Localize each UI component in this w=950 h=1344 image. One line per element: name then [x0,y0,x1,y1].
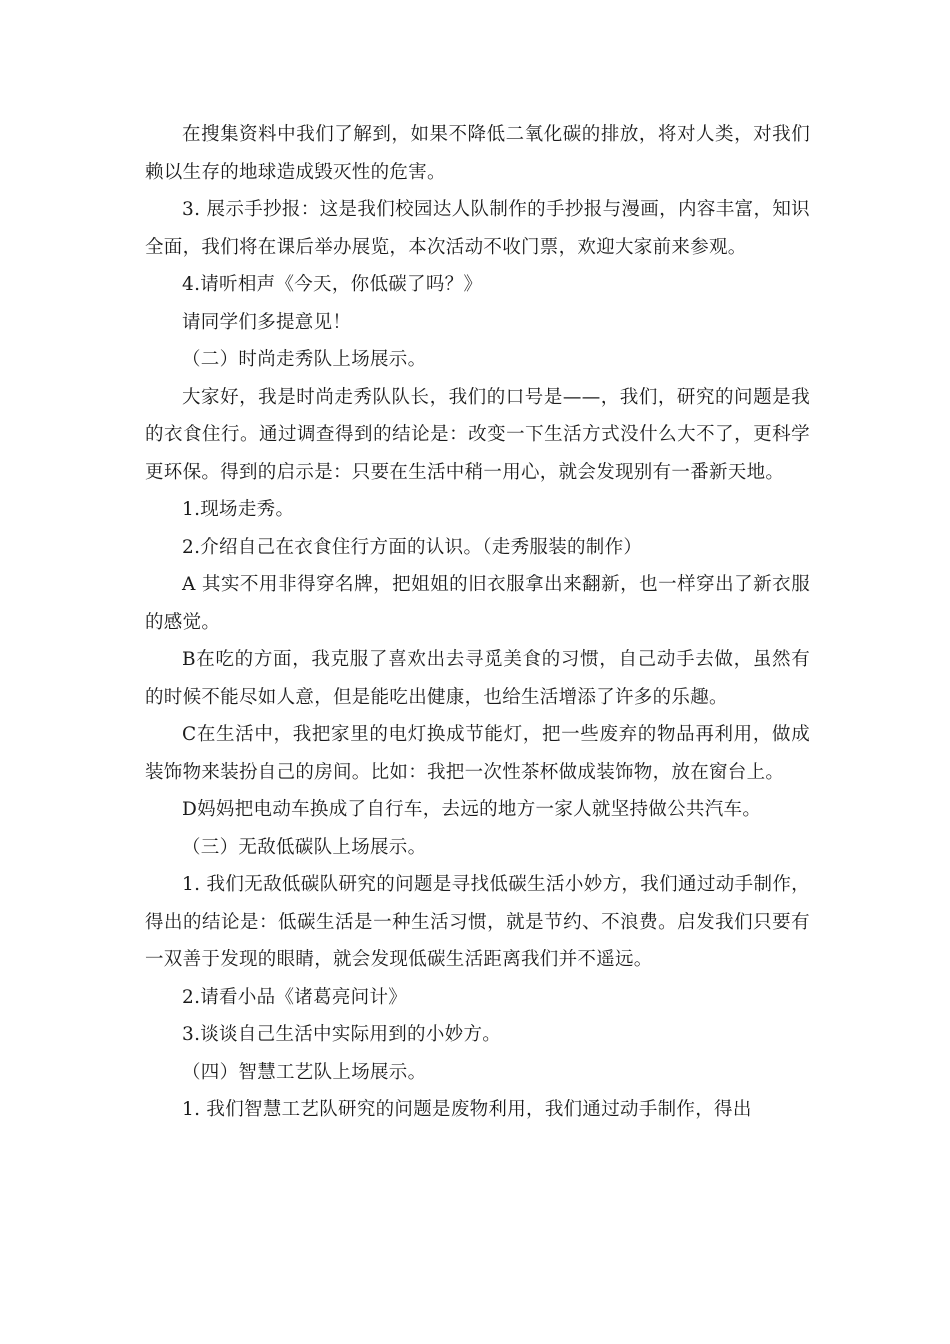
paragraph-low-carbon-research: 1. 我们无敌低碳队研究的问题是寻找低碳生活小妙方，我们通过动手制作，得出的结论是：低碳生活是一种生活习惯，就是节约、不浪费。启发我们只要有一双善于发现的眼睛，就会发现低碳生活距离我们并不遥远。 [145,874,810,970]
list-item-skit: 2.请看小品《诸葛亮问计》 [182,986,408,1008]
document-body [145,116,810,1129]
paragraph-research-findings: 在搜集资料中我们了解到，如果不降低二氧化碳的排放，将对人类，对我们赖以生存的地球造成毁灭性的危害。 [145,124,810,183]
paragraph-feedback-request: 请同学们多提意见！ [182,311,352,333]
paragraph-craft-research: 1. 我们智慧工艺队研究的问题是废物利用，我们通过动手制作，得出 [182,1099,752,1120]
list-item-introduce-understanding: 2.介绍自己在衣食住行方面的认识。（走秀服装的制作） [182,536,643,558]
section-heading-fashion-team: （二）时尚走秀队上场展示。 [182,349,427,370]
list-item-tips: 3.谈谈自己生活中实际用到的小妙方。 [182,1024,502,1045]
paragraph-fashion-intro: 大家好，我是时尚走秀队队长，我们的口号是——，我们，研究的问题是我的衣食住行。通过调查得到的结论是：改变一下生活方式没什么大不了，更科学更环保。得到的启示是：只要在生活中稍一用心，就会发现别有一番新天地。 [145,386,810,483]
paragraph-item-c: C在生活中，我把家里的电灯换成节能灯，把一些废弃的物品再利用，做成装饰物来装扮自己的房间。比如：我把一次性茶杯做成装饰物，放在窗台上。 [145,724,810,783]
list-item-live-show: 1.现场走秀。 [182,499,295,520]
paragraph-item-a: A 其实不用非得穿名牌，把姐姐的旧衣服拿出来翻新，也一样穿出了新衣服的感觉。 [145,574,810,633]
section-heading-craft-team: （四）智慧工艺队上场展示。 [182,1061,427,1083]
paragraph-item-d: D妈妈把电动车换成了自行车，去远的地方一家人就坚持做公共汽车。 [182,799,762,820]
paragraph-crosstalk: 4.请听相声《今天，你低碳了吗？》 [182,274,483,295]
section-heading-low-carbon-team: （三）无敌低碳队上场展示。 [182,836,427,858]
paragraph-item-b: B在吃的方面，我克服了喜欢出去寻觅美食的习惯，自己动手去做，虽然有的时候不能尽如人意，但是能吃出健康，也给生活增添了许多的乐趣。 [145,649,810,708]
paragraph-show-handwritten-newspaper: 3. 展示手抄报：这是我们校园达人队制作的手抄报与漫画，内容丰富，知识全面，我们将在课后举办展览，本次活动不收门票，欢迎大家前来参观。 [145,199,810,258]
